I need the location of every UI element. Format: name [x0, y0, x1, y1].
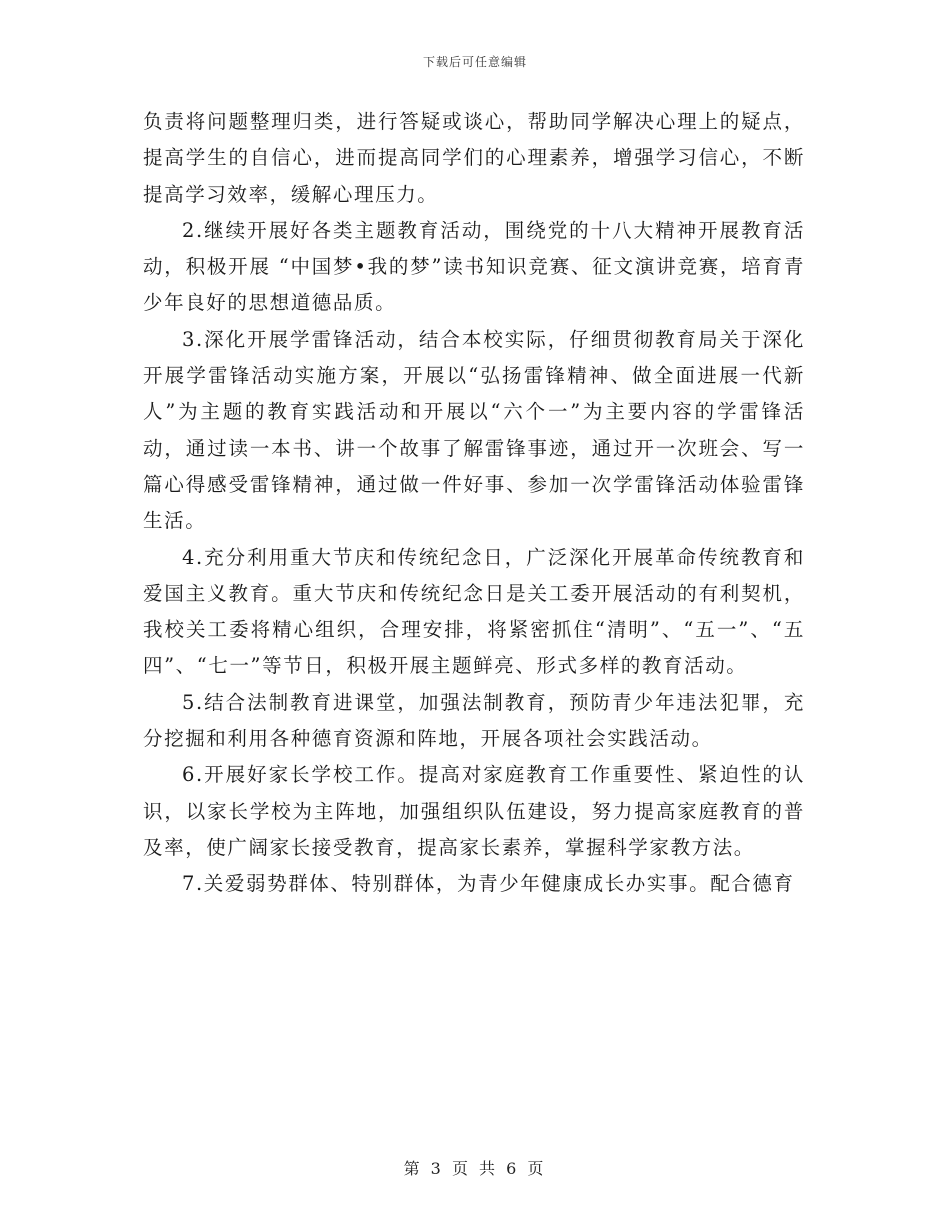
page-footer: 第 3 页 共 6 页: [403, 1159, 547, 1178]
paragraph-item-4: 4.充分利用重大节庆和传统纪念日，广泛深化开展革命传统教育和爱国主义教育。重大节庆和传统纪念日是关工委开展活动的有利契机，我校关工委将精心组织，合理安排，将紧密抓住“清明”、“五一”、“五四”、“七一”等节日，积极开展主题鲜亮、形式多样的教育活动。: [143, 545, 805, 678]
paragraph-item-7: 7.关爱弱势群体、特别群体，为青少年健康成长办实事。配合德育: [182, 872, 795, 896]
page-header: 下载后可任意编辑: [422, 55, 527, 69]
paragraph-continued: 负责将问题整理归类，进行答疑或谈心，帮助同学解决心理上的疑点，提高学生的自信心，进而提高同学们的心理素养，增强学习信心，不断提高学习效率，缓解心理压力。: [143, 110, 805, 206]
paragraph-item-6: 6.开展好家长学校工作。提高对家庭教育工作重要性、紧迫性的认识，以家长学校为主阵地，加强组织队伍建设，努力提高家庭教育的普及率，使广阔家长接受教育，提高家长素养，掌握科学家教方法。: [143, 763, 805, 859]
paragraph-item-5: 5.结合法制教育进课堂，加强法制教育，预防青少年违法犯罪，充分挖掘和利用各种德育资源和阵地，开展各项社会实践活动。: [143, 690, 805, 751]
paragraph-item-2: 2.继续开展好各类主题教育活动，围绕党的十八大精神开展教育活动，积极开展 “中国梦•我的梦”读书知识竞赛、征文演讲竞赛，培育青少年良好的思想道德品质。: [143, 218, 805, 315]
document-body: [143, 104, 805, 903]
paragraph-item-3: 3.深化开展学雷锋活动，结合本校实际，仔细贯彻教育局关于深化开展学雷锋活动实施方案，开展以“弘扬雷锋精神、做全面进展一代新人”为主题的教育实践活动和开展以“六个一”为主要内容的学雷锋活动，通过读一本书、讲一个故事了解雷锋事迹，通过开一次班会、写一篇心得感受雷锋精神，通过做一件好事、参加一次学雷锋活动体验雷锋生活。: [143, 327, 805, 533]
